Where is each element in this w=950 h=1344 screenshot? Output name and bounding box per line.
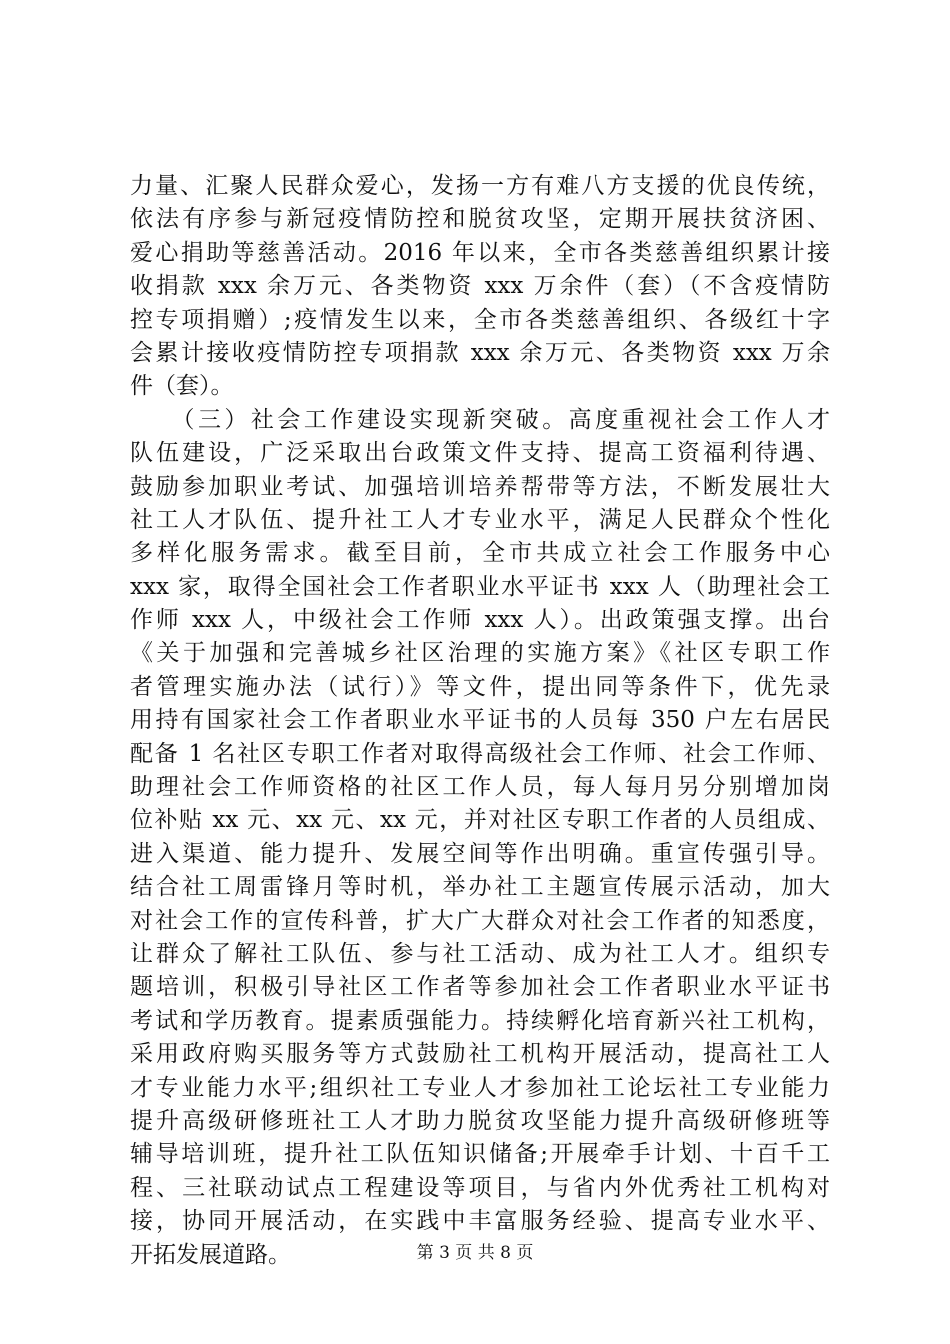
text-line: 作师 xxx 人，中级社会工作师 xxx 人）。出政策强支撑。出台	[130, 607, 830, 634]
text-line: 结合社工周雷锋月等时机，举办社工主题宣传展示活动，加大	[130, 874, 830, 901]
text-line: 程、三社联动试点工程建设等项目，与省内外优秀社工机构对	[130, 1174, 830, 1201]
text-line: 辅导培训班，提升社工队伍知识储备;开展牵手计划、十百千工	[130, 1141, 830, 1168]
text-line: 收捐款 xxx 余万元、各类物资 xxx 万余件（套）（不含疫情防	[130, 273, 830, 300]
text-line: 配备 1 名社区专职工作者对取得高级社会工作师、社会工作师、	[130, 740, 830, 767]
text-line: （三）社会工作建设实现新突破。高度重视社会工作人才	[130, 406, 830, 433]
text-line: 位补贴 xx 元、xx 元、xx 元，并对社区专职工作者的人员组成、	[130, 807, 830, 834]
text-line: 《关于加强和完善城乡社区治理的实施方案》《社区专职工作	[130, 640, 830, 667]
text-line: 力量、汇聚人民群众爱心，发扬一方有难八方支援的优良传统，	[130, 173, 830, 199]
text-line: 题培训，积极引导社区工作者等参加社会工作者职业水平证书	[130, 974, 830, 1001]
text-line: 控专项捐赠）;疫情发生以来，全市各类慈善组织、各级红十字	[130, 306, 830, 333]
text-line: 依法有序参与新冠疫情防控和脱贫攻坚，定期开展扶贫济困、	[130, 206, 830, 233]
text-line: 爱心捐助等慈善活动。2016 年以来，全市各类慈善组织累计接	[130, 239, 830, 266]
text-line: 开拓发展道路。	[130, 1241, 291, 1268]
text-line: 进入渠道、能力提升、发展空间等作出明确。重宣传强引导。	[130, 840, 830, 867]
text-line: 对社会工作的宣传科普，扩大广大群众对社会工作者的知悉度，	[130, 907, 830, 934]
text-line: 者管理实施办法（试行）》等文件，提出同等条件下，优先录	[130, 673, 830, 700]
body-text	[130, 170, 830, 1272]
page-footer: 第 3 页 共 8 页	[416, 1243, 534, 1263]
text-line: 用持有国家社会工作者职业水平证书的人员每 350 户左右居民	[130, 707, 830, 734]
text-line: 让群众了解社工队伍、参与社工活动、成为社工人才。组织专	[130, 940, 830, 967]
text-line: 社工人才队伍、提升社工人才专业水平，满足人民群众个性化	[130, 506, 830, 533]
text-line: 鼓励参加职业考试、加强培训培养帮带等方法，不断发展壮大	[130, 473, 830, 500]
text-line: 助理社会工作师资格的社区工作人员，每人每月另分别增加岗	[130, 774, 830, 801]
text-line: 接，协同开展活动，在实践中丰富服务经验、提高专业水平、	[130, 1208, 830, 1235]
text-line: 提升高级研修班社工人才助力脱贫攻坚能力提升高级研修班等	[130, 1107, 830, 1134]
text-line: 多样化服务需求。截至目前，全市共成立社会工作服务中心	[130, 540, 830, 567]
text-line: 考试和学历教育。提素质强能力。持续孵化培育新兴社工机构，	[130, 1007, 830, 1034]
text-line: xxx 家，取得全国社会工作者职业水平证书 xxx 人（助理社会工	[130, 573, 830, 600]
text-line: 采用政府购买服务等方式鼓励社工机构开展活动，提高社工人	[130, 1041, 830, 1068]
text-line: 件（套）。	[130, 373, 234, 400]
text-line: 才专业能力水平;组织社工专业人才参加社工论坛社工专业能力	[130, 1074, 830, 1101]
text-line: 队伍建设，广泛采取出台政策文件支持、提高工资福利待遇、	[130, 440, 830, 467]
text-line: 会累计接收疫情防控专项捐款 xxx 余万元、各类物资 xxx 万余	[130, 339, 830, 366]
